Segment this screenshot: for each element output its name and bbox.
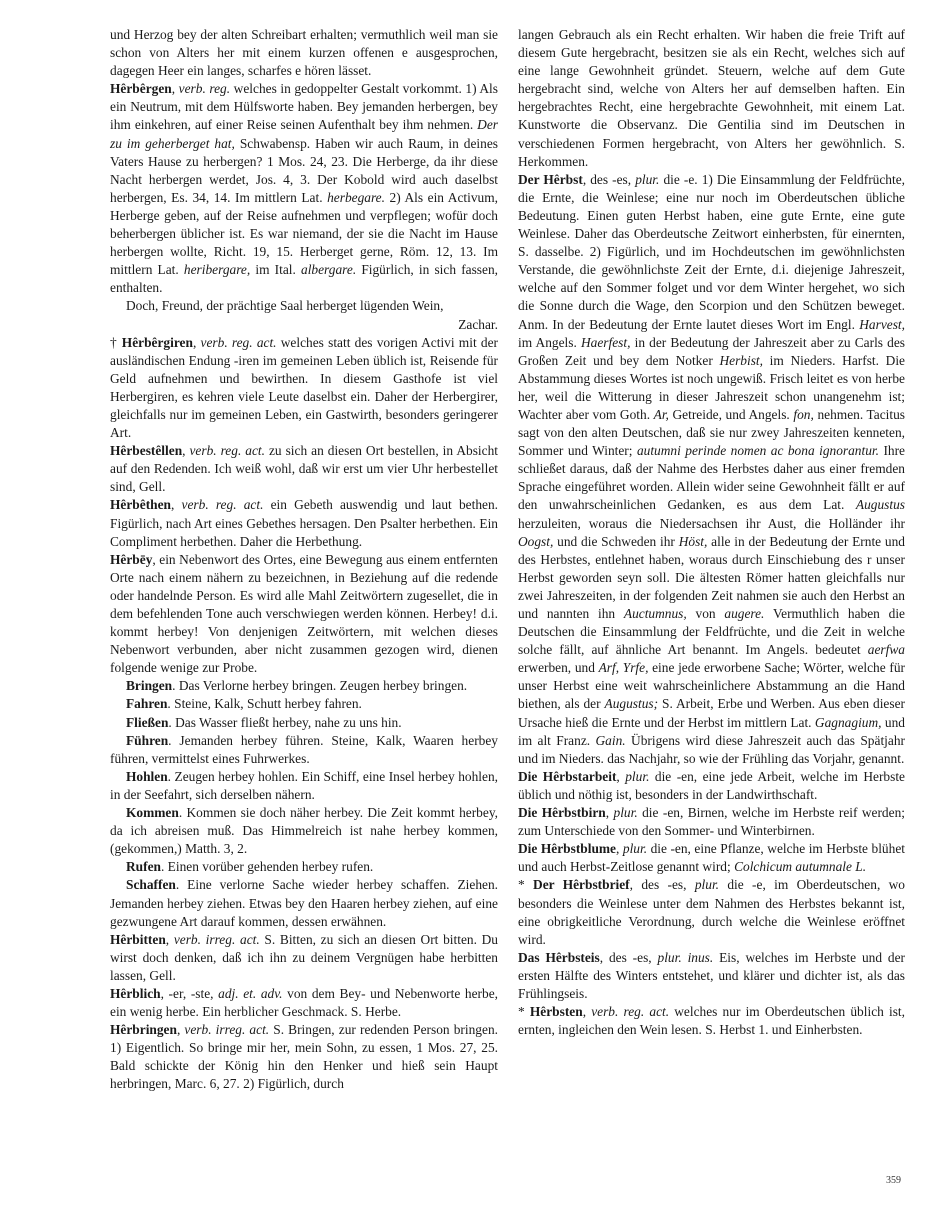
headword: Führen <box>126 732 169 748</box>
italic-text: herbegare. <box>327 189 385 205</box>
italic-text: Oogst, <box>518 533 554 549</box>
entry-text: Vermuthlich haben die Deutschen die Einsammlung der Feldfrüchte, und die Zeit in welche solche fällt, auf ähnliche Art benannt. Im Angels. bedeutet <box>518 606 906 658</box>
headword: Die Hêrbstbirn <box>518 805 606 821</box>
entry-text: die -en, Birnen, welche im Herbste reif werden; zum Unterschiede von den Sommer- und Winterbirnen. <box>518 805 905 839</box>
entry-text: von <box>686 606 725 621</box>
entry-text: . Jemanden herbey führen. Steine, Kalk, Waaren herbey führen, vermittelst eines Fuhrwerkes. <box>110 732 498 766</box>
entry-text: die -e, im Oberdeutschen, wo besonders die Weinlese unter dem Nahmen des Herbstes bekannt ist, eine obrigkeitliche Verordnung, durch welche die Weinlese eröffnet wird. <box>518 877 905 947</box>
entry-text: herzuleiten, woraus die Niedersachsen ihr Aust, die Holländer ihr <box>518 515 905 531</box>
dictionary-entry <box>518 26 905 171</box>
headword: Bringen <box>126 678 173 694</box>
entry-text: im Angels. <box>518 334 581 350</box>
dictionary-entry <box>110 80 498 297</box>
entry-text: S. Arbeit, Erbe und Werben. Aus eben dieser Ursache hieß die Ernte und der Herbst im mittlern Lat. <box>518 696 905 730</box>
entry-text: . Kommen sie doch näher herbey. Die Zeit kommt herbey, da ich abreisen muß. Das Himmelreich ist nahe herbey kommen, (gekommen,) Matth. 3, 2. <box>110 805 498 857</box>
entry-text: † <box>110 334 122 350</box>
dictionary-entry <box>110 442 498 496</box>
italic-text: heribergare, <box>183 262 251 278</box>
entry-text: Doch, Freund, der prächtige Saal herberget lügenden Wein, <box>126 298 444 314</box>
entry-text: Figürlich, in sich fassen, enthalten. <box>110 262 499 296</box>
dictionary-entry <box>518 804 905 840</box>
italic-text: Haerfest, <box>580 334 631 350</box>
italic-text: plur. <box>625 768 650 784</box>
dictionary-entry <box>518 876 905 948</box>
right-column <box>518 26 905 1039</box>
italic-text: verb. reg. act. <box>189 443 265 459</box>
headword: Hêrbsten <box>529 1004 583 1020</box>
headword: Rufen <box>126 859 161 875</box>
entry-text: . Eine verlorne Sache wieder herbey schaffen. Ziehen. Jemanden herbey ziehen. Etwas bey den Haaren herbey ziehen, auf eine gezwungene Art darauf kommen, dessen erwähnen. <box>110 877 498 929</box>
entry-text: welches nur im Oberdeutschen üblich ist, ernten, ingleichen den Wein lesen. S. Herbst 1. und Einherbsten. <box>518 1004 905 1038</box>
headword: Die Hêrbstblume <box>518 841 616 857</box>
headword: Fahren <box>126 696 168 712</box>
italic-text: verb. reg. act. <box>181 497 264 513</box>
entry-text: . Steine, Kalk, Schutt herbey fahren. <box>167 696 362 712</box>
entry-text: . Zeugen herbey hohlen. Ein Schiff, eine Insel herbey hohlen, in der Seefahrt, sich derselben nähern. <box>110 768 498 802</box>
italic-text: autumni perinde nomen ac bona ignorantur. <box>636 443 879 459</box>
italic-text: fon, <box>793 406 814 422</box>
italic-text: verb. reg. <box>178 81 231 97</box>
entry-text: , <box>582 1004 592 1020</box>
entry-text: und die Schweden ihr <box>553 533 679 549</box>
entry-text: , des -es, <box>599 949 658 965</box>
dictionary-entry <box>110 858 498 876</box>
headword: Die Hêrbstarbeit <box>518 768 617 784</box>
entry-text: alle in der Bedeutung der Ernte und des Herbstes, entlehnet haben, woraus durch Einschiebung des r unser Herbst geworden seyn soll. Die ältesten Römer hatten gleichfalls nur zwei Jahreszeiten, in der folgenden Zeit nahmen sie auch den Herbst an und nannten ihn <box>518 533 905 621</box>
dictionary-entry <box>518 949 905 1003</box>
italic-text: Auctumnus, <box>623 606 687 621</box>
dictionary-entry <box>518 171 905 768</box>
dictionary-entry <box>110 985 498 1021</box>
entry-text: ein Gebeth auswendig und laut bethen. Figürlich, nach Art eines Gebethes hersagen. Den Psalter herbethen. Ein Compliment herbethen. Daher die Herbethung. <box>110 497 498 549</box>
dictionary-entry <box>518 1003 905 1039</box>
entry-text: , <box>605 805 614 821</box>
italic-text: plur. <box>622 841 648 857</box>
headword: Kommen <box>126 805 179 821</box>
italic-text: Harvest, <box>859 316 905 332</box>
italic-text: plur. <box>635 171 660 187</box>
entry-text: im Nieders. Harfst. Die Abstammung dieses Wortes ist noch ungewiß. Frisch leitet es von herbe her, weil die Witterung in dieser Jahreszeit schon unangenehm ist; Wachter aber vom Goth. <box>518 352 905 422</box>
headword: Hêrbringen <box>110 1022 177 1038</box>
italic-text: Ar, <box>653 406 669 422</box>
headword: Das Hêrbsteis <box>518 949 600 965</box>
dictionary-entry <box>110 496 498 550</box>
italic-text: Höst, <box>678 533 708 549</box>
entry-text: erwerben, und <box>518 660 599 676</box>
entry-text: , <box>182 443 190 459</box>
entry-text: , ein Nebenwort des Ortes, eine Bewegung aus einem entfernten Orte nach einem nähern zu bezeichnen, in Beziehung auf die redende oder handelnde Person. Es wird alle Mahl Zeitwörtern zugesellet, die in dem befehlenden Tone auch verschwiegen werden können. Herbey! d.i. kommt herbey! Von denjenigen Zeitwörtern, mit welchen dieses Nebenwort verbunden, aber nicht zusammen gezogen wird, dienen folgende wenige zur Probe. <box>110 551 498 676</box>
italic-text: Der zu im geherberget hat, <box>110 117 498 151</box>
entry-text: . Einen vorüber gehenden herbey rufen. <box>160 859 374 875</box>
entry-text: , <box>165 931 174 947</box>
headword: Hêrblich <box>110 985 161 1001</box>
entry-text: , des -es, <box>629 877 695 893</box>
italic-text: verb. irreg. act. <box>173 931 260 947</box>
entry-text: in der Bedeutung der Jahreszeit aber zu Carls des Großen Zeit und bey dem Notker <box>518 334 905 368</box>
italic-text: Herbist, <box>719 352 763 368</box>
dictionary-entry <box>110 714 498 732</box>
dictionary-entry <box>518 840 905 876</box>
italic-text: albergare. <box>301 262 357 278</box>
italic-text: Augustus <box>855 497 905 513</box>
headword: Hêrbêrgen <box>110 81 172 97</box>
entry-text: * <box>518 877 534 893</box>
entry-text: . Das Wasser fließt herbey, nahe zu uns hin. <box>168 714 402 730</box>
italic-text: adj. et. adv. <box>218 985 283 1001</box>
italic-text: plur. <box>694 877 720 893</box>
entry-text: , <box>171 497 182 513</box>
entry-text: , des -es, <box>582 171 636 187</box>
entry-text: Übrigens wird diese Jahreszeit auch das Spätjahr und im Nieders. das Nachjahr, so wie der Frühling das Vorjahr, genannt. <box>518 732 905 766</box>
headword: Fließen <box>126 714 169 730</box>
entry-text: , -er, -ste, <box>160 985 219 1001</box>
entry-text: welches statt des vorigen Activi mit der ausländischen Endung -iren im gemeinen Leben üblich ist, Reisende für Geld aufnehmen und bewirthen. In diesem Gasthofe ist viel Herbergiren, es kehren viele Leute daselbst ein. Daher der Herbergirer, gleichfalls nur im gemeinen Leben, ein Gastwirth, besonders geringerer Art. <box>110 334 498 441</box>
entry-text: , <box>616 841 623 857</box>
entry-text: Eis, welches im Herbste und der ersten Hälfte des Winters entstehet, und klärer und dichter ist, als das Frühlingseis. <box>518 949 906 1001</box>
italic-text: aerfwa <box>867 642 905 658</box>
dictionary-entry <box>110 931 498 985</box>
italic-text: Gagnagium, <box>814 714 882 730</box>
entry-text: die -e. 1) Die Einsammlung der Feldfrüchte, die Ernte, die Weinlese; eine nur noch im Oberdeutschen übliche Bedeutung. Einen guten Herbst haben, eine gute Ernte, eine gute Weinlese. Daher das Oberdeutsche Zeitwort einherbsten, für einernten, S. dasselbe. 2) Figürlich, und im Hochdeutschen im gewöhnlichsten Verstande, die gewöhnlichste Zeit der Ernte, d.i. diejenige Jahreszeit, welche auf den Sommer folget und vor dem Winter hergehet, wo sich die Sonne durch die Wage, den Scorpion und den Schützen beweget. Anm. In der Bedeutung der Ernte lautet dieses Wort im Engl. <box>518 171 906 332</box>
headword: Der Hêrbstbrief <box>533 877 630 893</box>
dictionary-entry <box>110 677 498 695</box>
italic-text: Gain. <box>595 732 626 748</box>
quotation <box>110 297 498 315</box>
entry-text: , <box>192 334 201 350</box>
left-column <box>110 26 498 1094</box>
entry-text: von dem Bey- und Nebenworte herbe, ein wenig herbe. Ein herblicher Geschmack. S. Herbe. <box>110 985 498 1020</box>
italic-text: Augustus; <box>604 696 659 712</box>
entry-text: langen Gebrauch als ein Recht erhalten. Wir haben die freie Trift auf diesem Gute hergebracht, besitzen sie als ein Recht, welches sich auf eine lange Gewohnheit gründet. Steuern, welche auf dem Gute hergebracht sind, welche von Alters her auf demselben haften. Ein hergebrachtes Recht, eine hergebrachte Gewohnheit, mit einem Lat. Kunstworte die Observanz. Die Gentilia sind im Deutschen in verschiedenen Formen hergebracht, von Alters her gewöhnlich. S. Herkommen. <box>518 27 905 169</box>
entry-text: Getreide, und Angels. <box>668 406 794 422</box>
entry-text: , <box>616 768 626 784</box>
dictionary-entry <box>110 876 498 930</box>
italic-text: Arf, Yrfe, <box>598 660 649 676</box>
entry-text: eine jede erworbene Sache; Wörter, welche für unser Herbst eine weit wahrscheinlichere Abstammung an die Hand biethen, als der <box>518 660 905 712</box>
dictionary-entry <box>110 26 498 80</box>
entry-text: die -en, eine Pflanze, welche im Herbste blühet und auch Herbst-Zeitlose genannt wird; <box>518 841 905 875</box>
headword: Hêrbitten <box>110 931 166 947</box>
entry-text: Zachar. <box>458 316 498 332</box>
dictionary-entry <box>110 551 498 678</box>
italic-text: verb. reg. act. <box>591 1004 670 1020</box>
entry-text: 2) Als ein Activum, Herberge geben, auf der Reise aufnehmen und verpflegen; wofür doch beherbergen üblicher ist. Es war niemand, der sie die Nacht im Hause herbergen wollte, Richt. 19, 15. Herberget gerne, Röm. 12, 13. Im mittlern Lat. <box>110 189 498 278</box>
page-number: 359 <box>886 1175 901 1186</box>
dictionary-entry <box>110 1021 498 1093</box>
italic-text: augere. <box>724 606 765 621</box>
dictionary-entry <box>110 804 498 858</box>
italic-text: plur. <box>613 805 638 821</box>
entry-text: S. Bringen, zur redenden Person bringen. 1) Eigentlich. So bringe mir her, mein Sohn, zu essen, 1 Mos. 27, 25. Bald schickte der König hin den Henker und hieß sein Haupt herbringen, Marc. 6, 27. 2) Figürlich, durch <box>110 1022 498 1092</box>
entry-text: welches in gedoppelter Gestalt vorkommt. 1) Als ein Neutrum, mit dem Hülfsworte haben. Bey jemanden herbergen, bey ihm einkehren, auf einer Reise seinen Aufenthalt bey ihm nehmen. <box>110 81 498 133</box>
dictionary-entry <box>110 768 498 804</box>
entry-text: Ihre schließet daraus, daß der Nahme des Herbstes daher aus einer fremden Sprache eingeführet worden. Allein wider seine Gewohnheit fällt er auf den unwahrscheinlichen Gedanken, es aus dem Lat. <box>518 443 906 513</box>
italic-text: verb. irreg. act. <box>184 1022 270 1038</box>
headword: Schaffen <box>126 877 176 893</box>
headword: Hêrbêthen <box>110 497 171 513</box>
entry-text: * <box>518 1004 530 1020</box>
quote-attribution <box>110 316 498 334</box>
entry-text: . Das Verlorne herbey bringen. Zeugen herbey bringen. <box>172 678 468 694</box>
dictionary-entry <box>518 768 905 804</box>
entry-text: die -en, eine jede Arbeit, welche im Herbste üblich und nöthig ist, besonders in der Landwirthschaft. <box>518 768 905 802</box>
entry-text: Schwabensp. Haben wir auch Raum, in deines Vaters Hause zu herbergen? 1 Mos. 24, 23. Die Herberge, da ihr diese Nacht herbergen werdet, Jos. 4, 3. Der Kobold wird auch daselbst herbergen, Es. 34, 14. Im mittlern Lat. <box>110 135 498 205</box>
italic-text: verb. reg. act. <box>200 334 277 350</box>
entry-text: und im alt Franz. <box>518 714 906 748</box>
dictionary-entry <box>110 732 498 768</box>
entry-text: nehmen. Tacitus sagt von den alten Deutschen, daß sie nur zwey Jahreszeiten kenneten, Sommer und Winter; <box>518 406 906 459</box>
entry-text: , <box>171 81 179 97</box>
italic-text: Colchicum autumnale L. <box>734 859 867 875</box>
entry-text: zu sich an diesen Ort bestellen, in Absicht auf den Redenden. Ich weiß wohl, daß wir erst um vier Uhr herbestellet sind, Gell. <box>110 443 498 495</box>
entry-text: S. Bitten, zu sich an diesen Ort bitten. Du wirst doch denken, daß ich ihn zu deinem Vergnügen habe herbitten lassen, Gell. <box>110 931 498 983</box>
dictionary-entry <box>110 334 498 443</box>
dictionary-entry <box>110 695 498 713</box>
entry-text: und Herzog bey der alten Schreibart erhalten; vermuthlich weil man sie schon von Alters her mit einem kurzen offenen e ausgesprochen, dagegen Heer ein langes, scharfes e hören lässet. <box>110 27 498 79</box>
entry-text: , <box>176 1022 185 1038</box>
italic-text: plur. inus. <box>657 949 714 965</box>
headword: Hohlen <box>126 768 168 784</box>
headword: Hêrbēy <box>110 551 153 567</box>
headword: Hêrbestêllen <box>110 443 183 459</box>
entry-text: im Ital. <box>250 262 301 278</box>
headword: Der Hêrbst <box>518 171 583 187</box>
headword: Hêrbêrgiren <box>121 334 193 350</box>
